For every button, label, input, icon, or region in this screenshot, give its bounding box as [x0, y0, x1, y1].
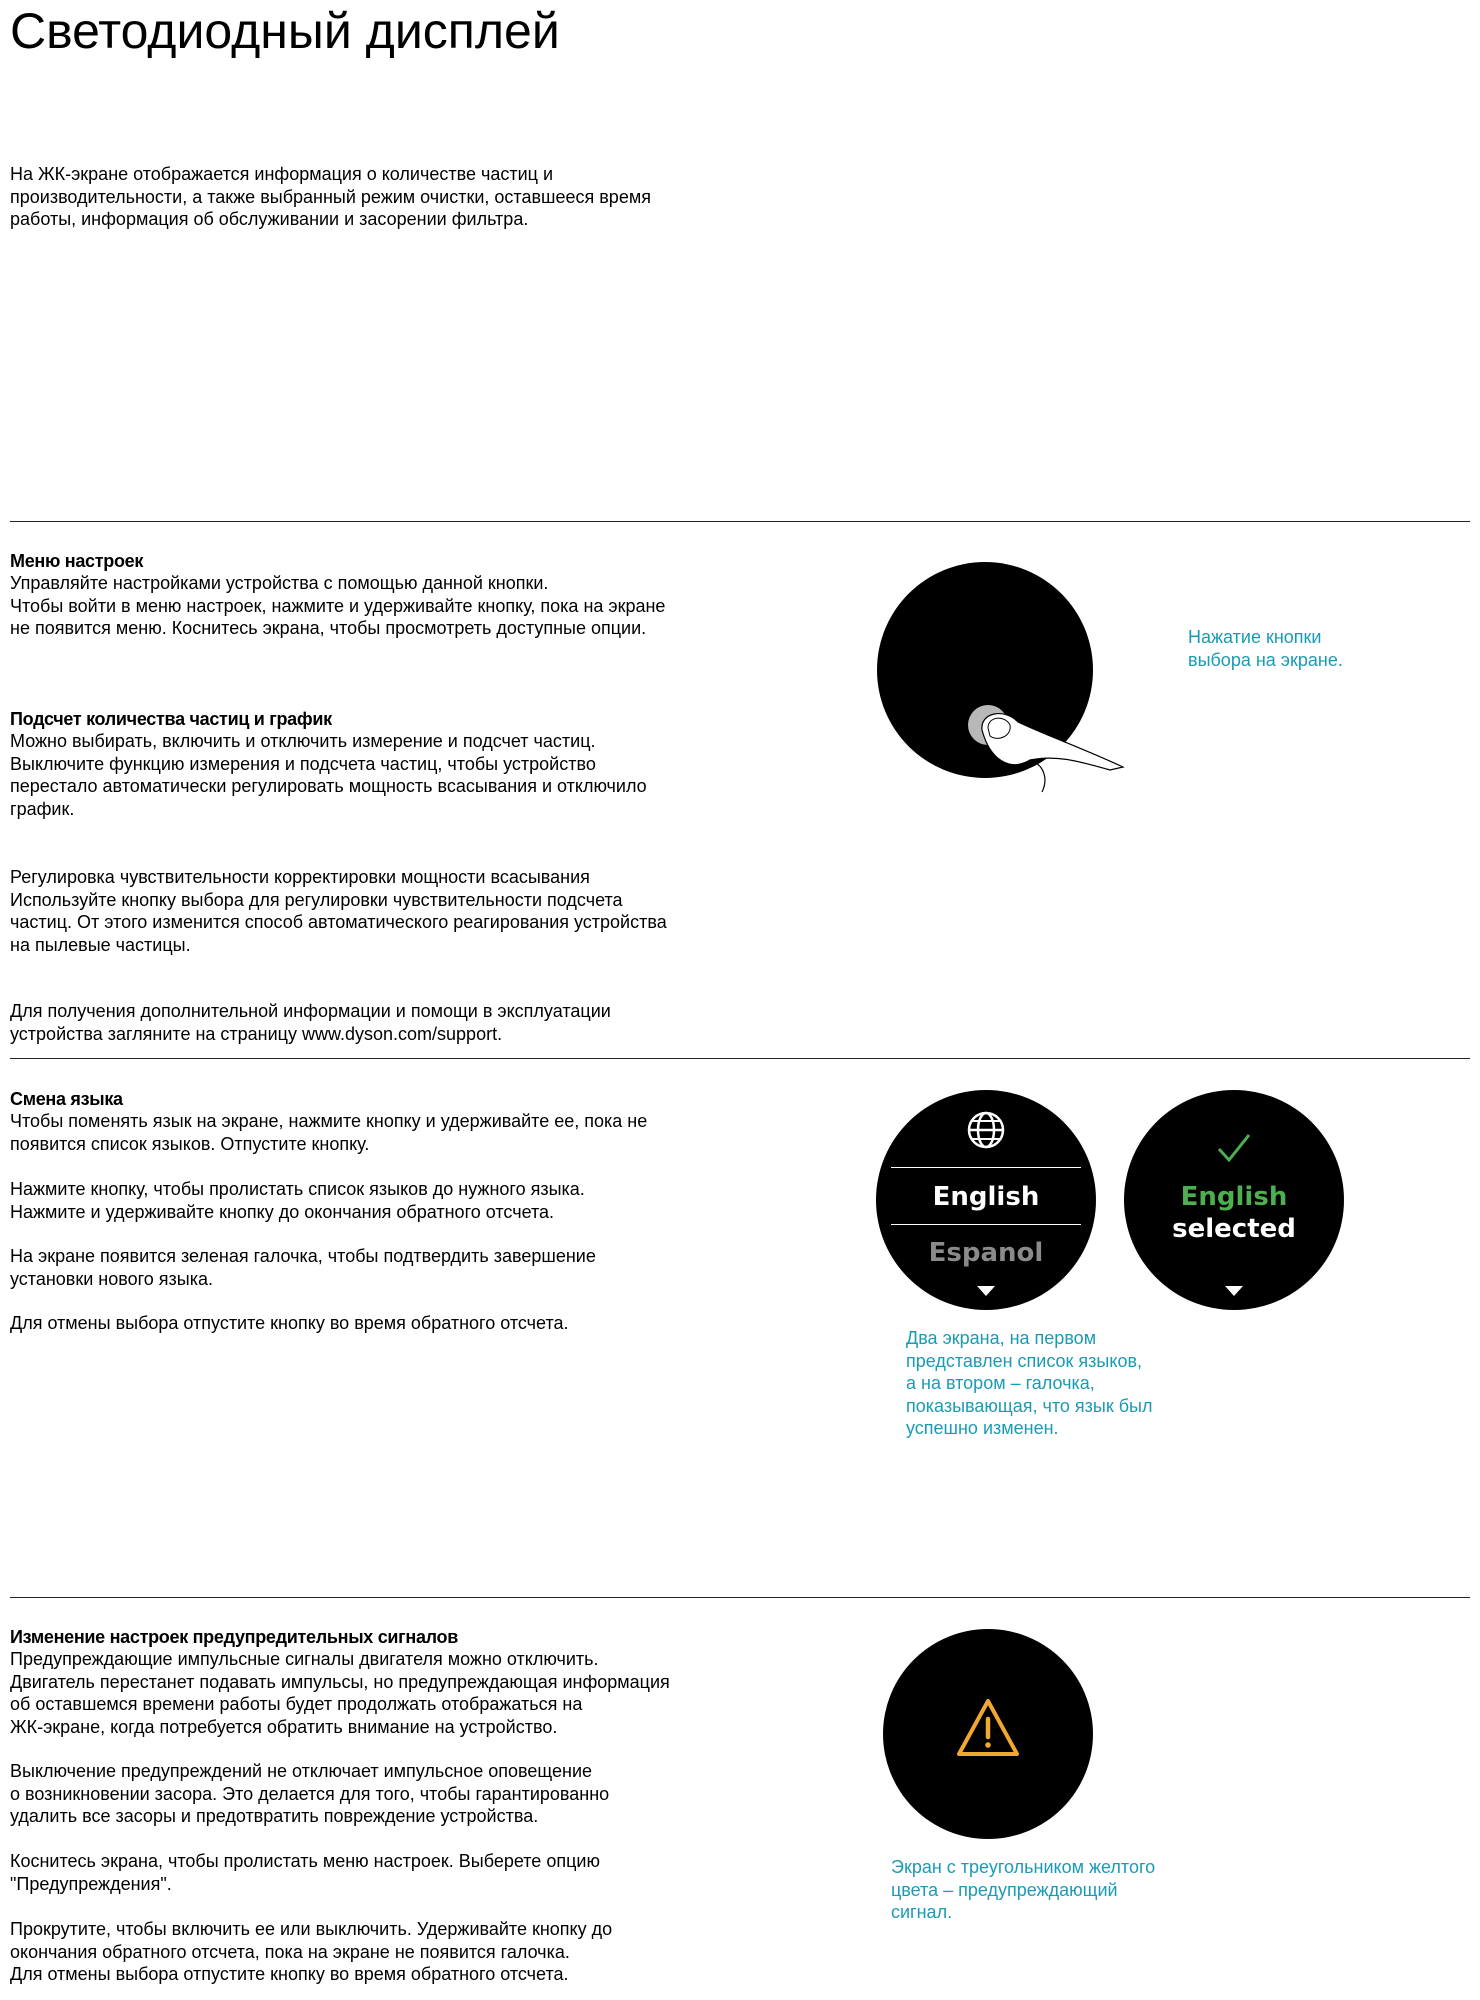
language-option-english: English — [932, 1182, 1040, 1212]
warning-screen — [883, 1629, 1093, 1839]
selected-language-name: English — [1180, 1182, 1288, 1212]
warnings-text-3: Коснитесь экрана, чтобы пролистать меню настроек. Выберете опцию "Предупреждения". — [10, 1851, 600, 1894]
warnings-heading: Изменение настроек предупредительных сигналов — [10, 1627, 459, 1647]
particle-count-heading: Подсчет количества частиц и график — [10, 709, 332, 729]
sensitivity-text: Регулировка чувствительности корректировки мощности всасывания Используйте кнопку выбора для регулировки чувствительности подсчета частиц. От этого изменится способ автоматического реагирования устройства на пылевые частицы. — [10, 867, 667, 955]
warnings-text-2: Выключение предупреждений не отключает импульсное оповещение о возникновении засора. Это делается для того, чтобы гарантированно удалить все засоры и предотвратить повреждение устройства. — [10, 1761, 610, 1826]
support-text: Для получения дополнительной информации и помощи в эксплуатации устройства загляните на страницу www.dyson.com/support. — [10, 1001, 611, 1044]
language-option-espanol: Espanol — [928, 1238, 1044, 1268]
warnings-text-4: Прокрутите, чтобы включить ее или выключить. Удерживайте кнопку до окончания обратного отсчета, пока на экране не появится галочка. Для отмены выбора отпустите кнопку во время обратного отсчета. — [10, 1919, 613, 1984]
intro-paragraph: На ЖК-экране отображается информация о количестве частиц и производительности, а также выбранный режим очистки, оставшееся время работы, информация об обслуживании и засорении фильтра. — [10, 164, 651, 229]
press-caption: Нажатие кнопки выбора на экране. — [1188, 627, 1343, 670]
chevron-down-icon — [1225, 1286, 1243, 1296]
chevron-down-icon — [977, 1286, 995, 1296]
language-heading: Смена языка — [10, 1089, 123, 1109]
language-text-1: Чтобы поменять язык на экране, нажмите кнопку и удерживайте ее, пока не появится список языков. Отпустите кнопку. — [10, 1111, 648, 1154]
selected-status-label: selected — [1172, 1214, 1296, 1244]
language-selected-screen — [1124, 1090, 1344, 1310]
particle-count-text: Можно выбирать, включить и отключить измерение и подсчет частиц. Выключите функцию измерения и подсчета частиц, чтобы устройство перестало автоматически регулировать мощность всасывания и отключило график. — [10, 731, 647, 819]
warning-triangle-icon — [955, 1697, 1021, 1759]
section-divider — [10, 1597, 1470, 1598]
language-list-screen — [876, 1090, 1096, 1310]
checkmark-icon — [1216, 1132, 1252, 1164]
globe-icon — [966, 1110, 1006, 1150]
warning-caption: Экран с треугольником желтого цвета – предупреждающий сигнал. — [891, 1857, 1156, 1922]
list-divider — [891, 1167, 1081, 1168]
button-press-illustration — [870, 560, 1130, 810]
section-divider — [10, 521, 1470, 522]
section-divider — [10, 1058, 1470, 1059]
warnings-text-1: Предупреждающие импульсные сигналы двигателя можно отключить. Двигатель перестанет подавать импульсы, но предупреждающая информация об оставшемся времени работы будет продолжать отображаться на ЖК-экране, когда потребуется обратить внимание на устройство. — [10, 1649, 670, 1737]
language-text-4: Для отмены выбора отпустите кнопку во время обратного отсчета. — [10, 1313, 569, 1333]
settings-menu-heading: Меню настроек — [10, 551, 144, 571]
page-title: Светодиодный дисплей — [10, 3, 560, 59]
language-text-2: Нажмите кнопку, чтобы пролистать список языков до нужного языка. Нажмите и удерживайте кнопку до окончания обратного отсчета. — [10, 1179, 585, 1222]
list-divider — [891, 1224, 1081, 1225]
language-text-3: На экране появится зеленая галочка, чтобы подтвердить завершение установки нового языка. — [10, 1246, 596, 1289]
settings-menu-text: Управляйте настройками устройства с помощью данной кнопки. Чтобы войти в меню настроек, нажмите и удерживайте кнопку, пока на экране не появится меню. Коснитесь экрана, чтобы просмотреть доступные опции. — [10, 573, 666, 638]
language-caption: Два экрана, на первом представлен список языков, а на втором – галочка, показывающая, что язык был успешно изменен. — [906, 1328, 1153, 1438]
